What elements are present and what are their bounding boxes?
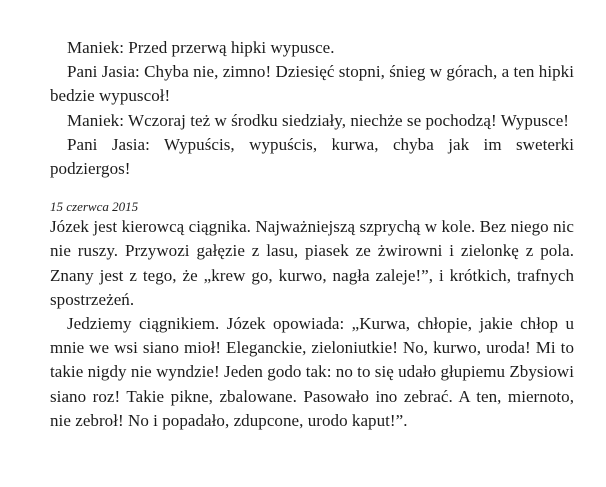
entry-paragraph-2: Jedziemy ciągnikiem. Józek opowiada: „Kurwa, chłopie, jakie chłop u mnie we wsi siano mioł! Eleganckie, zieloniutkie! No, kurwo, uroda! Mi to takie nigdy nie wyndzie! Jeden godo tak: no to się udało głupiemu Zbysiowi siano roz! Takie pikne, zbalowane. Pasowało ino zebrać. A ten, miernoto, nie zebroł! No i popadało, zdupcone, urodo kaput!”. (50, 314, 574, 430)
document-page (50, 36, 574, 433)
dialogue-line-jasia-2: Pani Jasia: Wypuścis, wypuścis, kurwa, chyba jak im sweterki podziergos! (50, 134, 574, 179)
entry-date: 15 czerwca 2015 (50, 199, 139, 215)
dialogue-line-maniek-2: Maniek: Wczoraj też w środku siedziały, niechże se pochodzą! Wypusce! (67, 110, 569, 130)
entry-paragraph-1: Józek jest kierowcą ciągnika. Najważniejszą szprychą w kole. Bez niego nic nie ruszy. Przywozi gałęzie z lasu, piasek ze żwirowni i zielonkę z pola. Znany jest z tego, że „krew go, kurwo, nagła zaleje!”, i krótkich, trafnych spostrzeżeń. (50, 217, 574, 309)
dialogue-line-maniek-1: Maniek: Przed przerwą hipki wypusce. (67, 38, 335, 57)
dialogue-line-jasia-1: Pani Jasia: Chyba nie, zimno! Dziesięć stopni, śnieg w górach, a ten hipki bedzie wypuscoł! (50, 62, 574, 106)
diary-entry (50, 199, 574, 433)
dialogue-section (50, 36, 574, 181)
